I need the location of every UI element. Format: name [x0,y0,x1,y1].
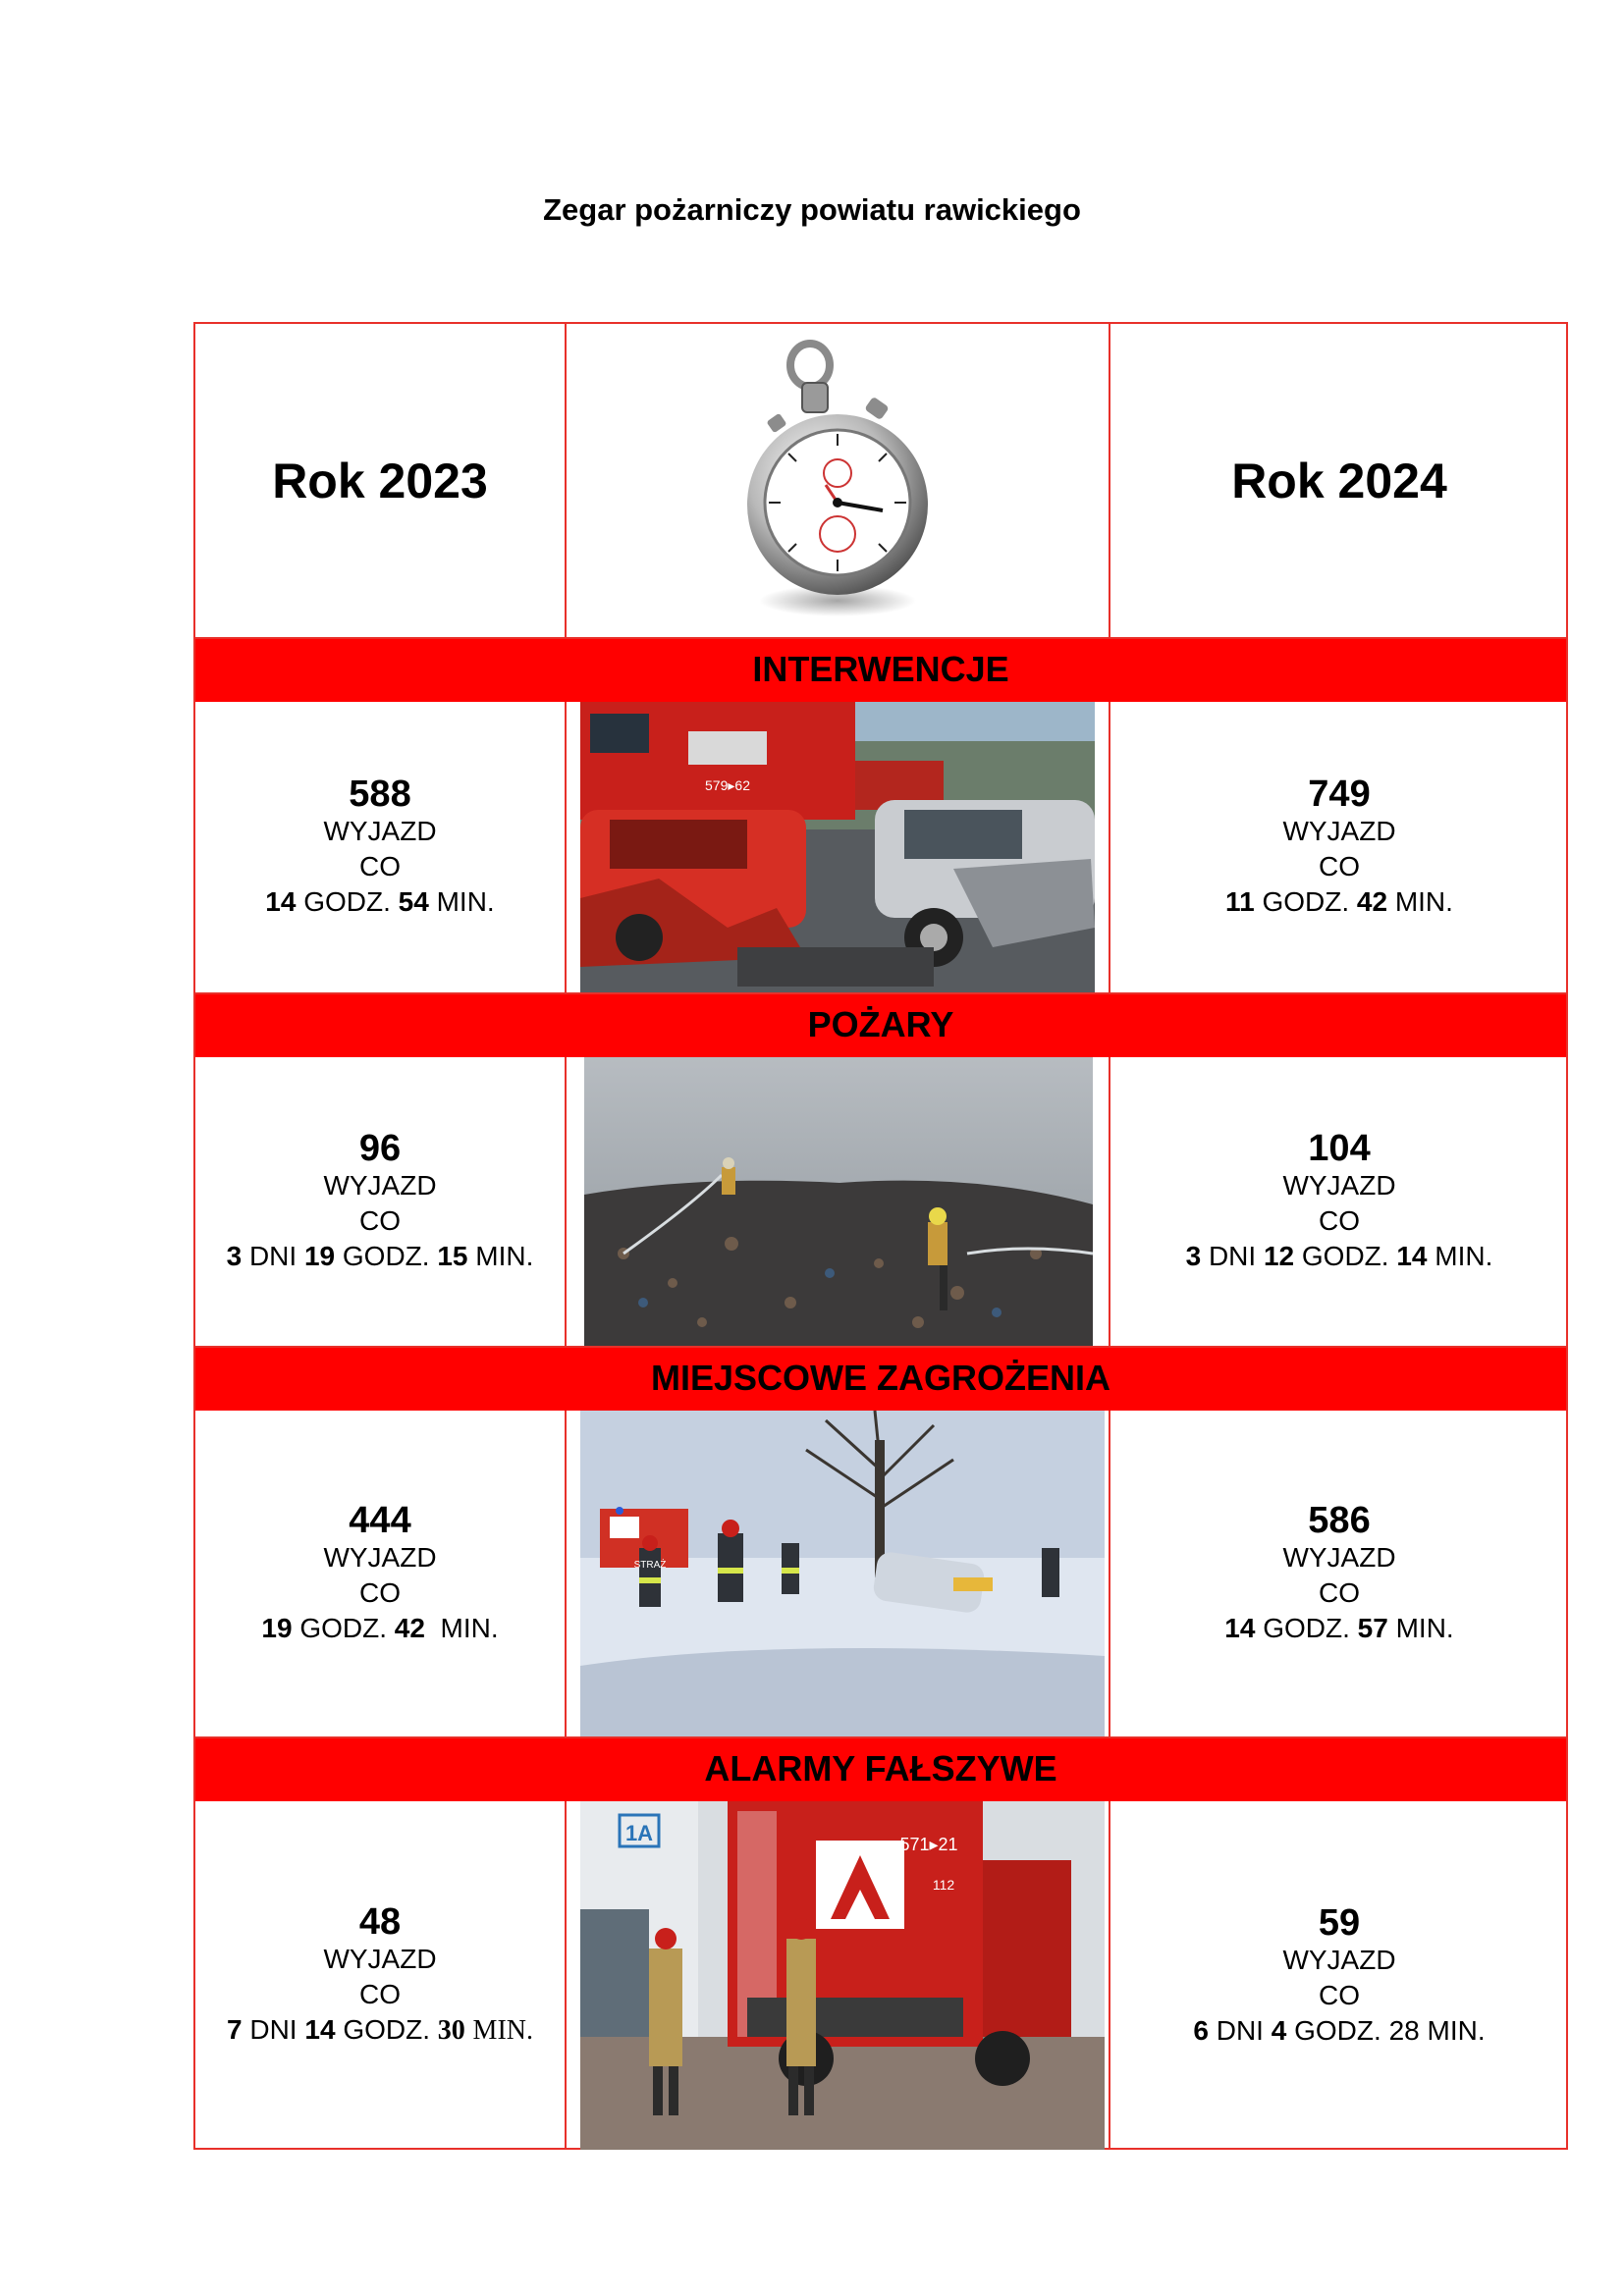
dispatch-count: 749 [1308,774,1371,815]
fire-truck-photo [580,1801,1105,2150]
co-line: CO [359,1577,401,1608]
minutes-label: MIN. [436,886,495,917]
interval-line [1225,884,1453,920]
interval-hours: 19 [303,1241,336,1271]
interval-days: 7 [227,2014,243,2045]
unit-line: WYJAZD [323,816,437,846]
interval-line [261,1611,498,1646]
stats-2024-interwencje [1110,702,1568,992]
unit-line: WYJAZD [323,1170,437,1201]
co-line: CO [1319,1205,1360,1236]
days-label: DNI [249,2014,298,2045]
interval-line [227,2012,533,2049]
days-label: DNI [1216,2014,1264,2046]
road-accident-photo [580,702,1095,992]
fire-clock-table [193,322,1568,2150]
interval-minutes: 42 [394,1613,425,1643]
unit-line: WYJAZD [1282,1542,1396,1573]
header-year-2023-cell [195,324,565,637]
hours-label: GODZ. [303,886,391,917]
landfill-fire-photo [584,1057,1093,1346]
co-line: CO [1319,1979,1360,2010]
row-divider [195,1346,1566,1348]
stats-2023-miejscowe-zagrozenia [195,1411,565,1736]
minutes-label: MIN. [1394,886,1453,917]
interval-line [1193,2013,1485,2049]
interval-minutes: 14 [1396,1241,1428,1271]
building-sign: 1A [624,1821,654,1845]
stopwatch-icon [739,338,936,624]
header-stopwatch-cell [567,324,1109,637]
stats-2024-pozary [1110,1057,1568,1346]
interval-days: 3 [226,1241,243,1271]
row-divider [195,992,1566,994]
unit-line: WYJAZD [1282,816,1396,846]
dispatch-count: 48 [358,1901,402,1943]
dispatch-count: 104 [1308,1128,1371,1169]
dispatch-count: 96 [358,1128,402,1169]
section-title: ALARMY FAŁSZYWE [704,1748,1057,1789]
interval-hours: 12 [1263,1241,1295,1271]
section-title: POŻARY [807,1004,954,1044]
interval-line [227,1239,534,1274]
section-band-miejscowe-zagrozenia [195,1346,1566,1411]
co-line: CO [359,851,401,881]
stats-2024-miejscowe-zagrozenia [1110,1411,1568,1736]
interval-hours: 19 [261,1613,293,1643]
stats-2023-pozary [195,1057,565,1346]
co-line: CO [359,1205,401,1236]
unit-line: WYJAZD [323,1542,437,1573]
row-divider [195,1736,1566,1738]
interval-minutes: 54 [398,886,429,917]
hours-label: GODZ. [299,1613,387,1643]
interval-hours: 14 [304,2014,336,2045]
stats-2024-alarmy-falszywe [1110,1801,1568,2150]
truck-side-number: 571▸21 [899,1835,958,1854]
days-label: DNI [248,1241,298,1271]
hours-label: GODZ. [1262,886,1350,917]
co-line: CO [1319,851,1360,881]
stats-2023-interwencje [195,702,565,992]
hours-label: GODZ. [1263,1613,1350,1643]
interval-minutes: 42 [1356,886,1388,917]
section-band-alarmy-falszywe [195,1736,1566,1801]
co-line: CO [1319,1577,1360,1608]
minutes-label: MIN. [472,2015,533,2046]
section-band-interwencje [195,637,1566,702]
co-line: CO [359,1979,401,2009]
dispatch-count: 59 [1318,1901,1361,1944]
hours-label: GODZ. [342,1241,430,1271]
header-year-2024-cell [1110,324,1568,637]
interval-line [1224,1611,1453,1646]
unit-line: WYJAZD [323,1944,437,1974]
hours-label: GODZ. [343,2014,430,2045]
jacket-text: STRAŻ [633,1560,667,1571]
days-label: DNI [1208,1241,1257,1271]
truck-plate: 579▸62 [705,777,750,793]
minutes-label: MIN. [1427,2014,1486,2046]
interval-hours: 11 [1225,886,1255,917]
interval-minutes: 57 [1357,1613,1388,1643]
interval-line [1186,1239,1493,1274]
interval-days: 3 [1185,1241,1202,1271]
stats-2023-alarmy-falszywe [195,1801,565,2150]
minutes-label: MIN. [440,1613,499,1643]
unit-line: WYJAZD [1282,1944,1396,1975]
interval-minutes: 28 [1388,2014,1420,2046]
section-title: MIEJSCOWE ZAGROŻENIA [650,1358,1111,1398]
interval-line [265,884,494,920]
year-2023-label: Rok 2023 [272,453,488,508]
unit-line: WYJAZD [1282,1170,1396,1201]
minutes-label: MIN. [1395,1613,1454,1643]
hours-label: GODZ. [1294,2014,1381,2046]
row-divider [195,637,1566,639]
minutes-label: MIN. [1435,1241,1493,1271]
truck-emergency-number: 112 [932,1877,955,1893]
dispatch-count: 586 [1308,1500,1371,1541]
interval-hours: 4 [1271,2014,1287,2046]
section-band-pozary [195,992,1566,1057]
section-title: INTERWENCJE [752,649,1009,689]
interval-minutes: 30 [437,2015,465,2046]
hours-label: GODZ. [1301,1241,1389,1271]
interval-hours: 14 [1224,1613,1256,1643]
interval-days: 6 [1193,2014,1209,2046]
year-2024-label: Rok 2024 [1231,453,1447,508]
minutes-label: MIN. [475,1241,534,1271]
interval-hours: 14 [265,886,297,917]
dispatch-count: 444 [349,1500,411,1541]
winter-rescue-photo [580,1411,1105,1736]
document-title: Zegar pożarniczy powiatu rawickiego [543,192,1081,227]
dispatch-count: 588 [349,774,411,815]
interval-minutes: 15 [437,1241,468,1271]
